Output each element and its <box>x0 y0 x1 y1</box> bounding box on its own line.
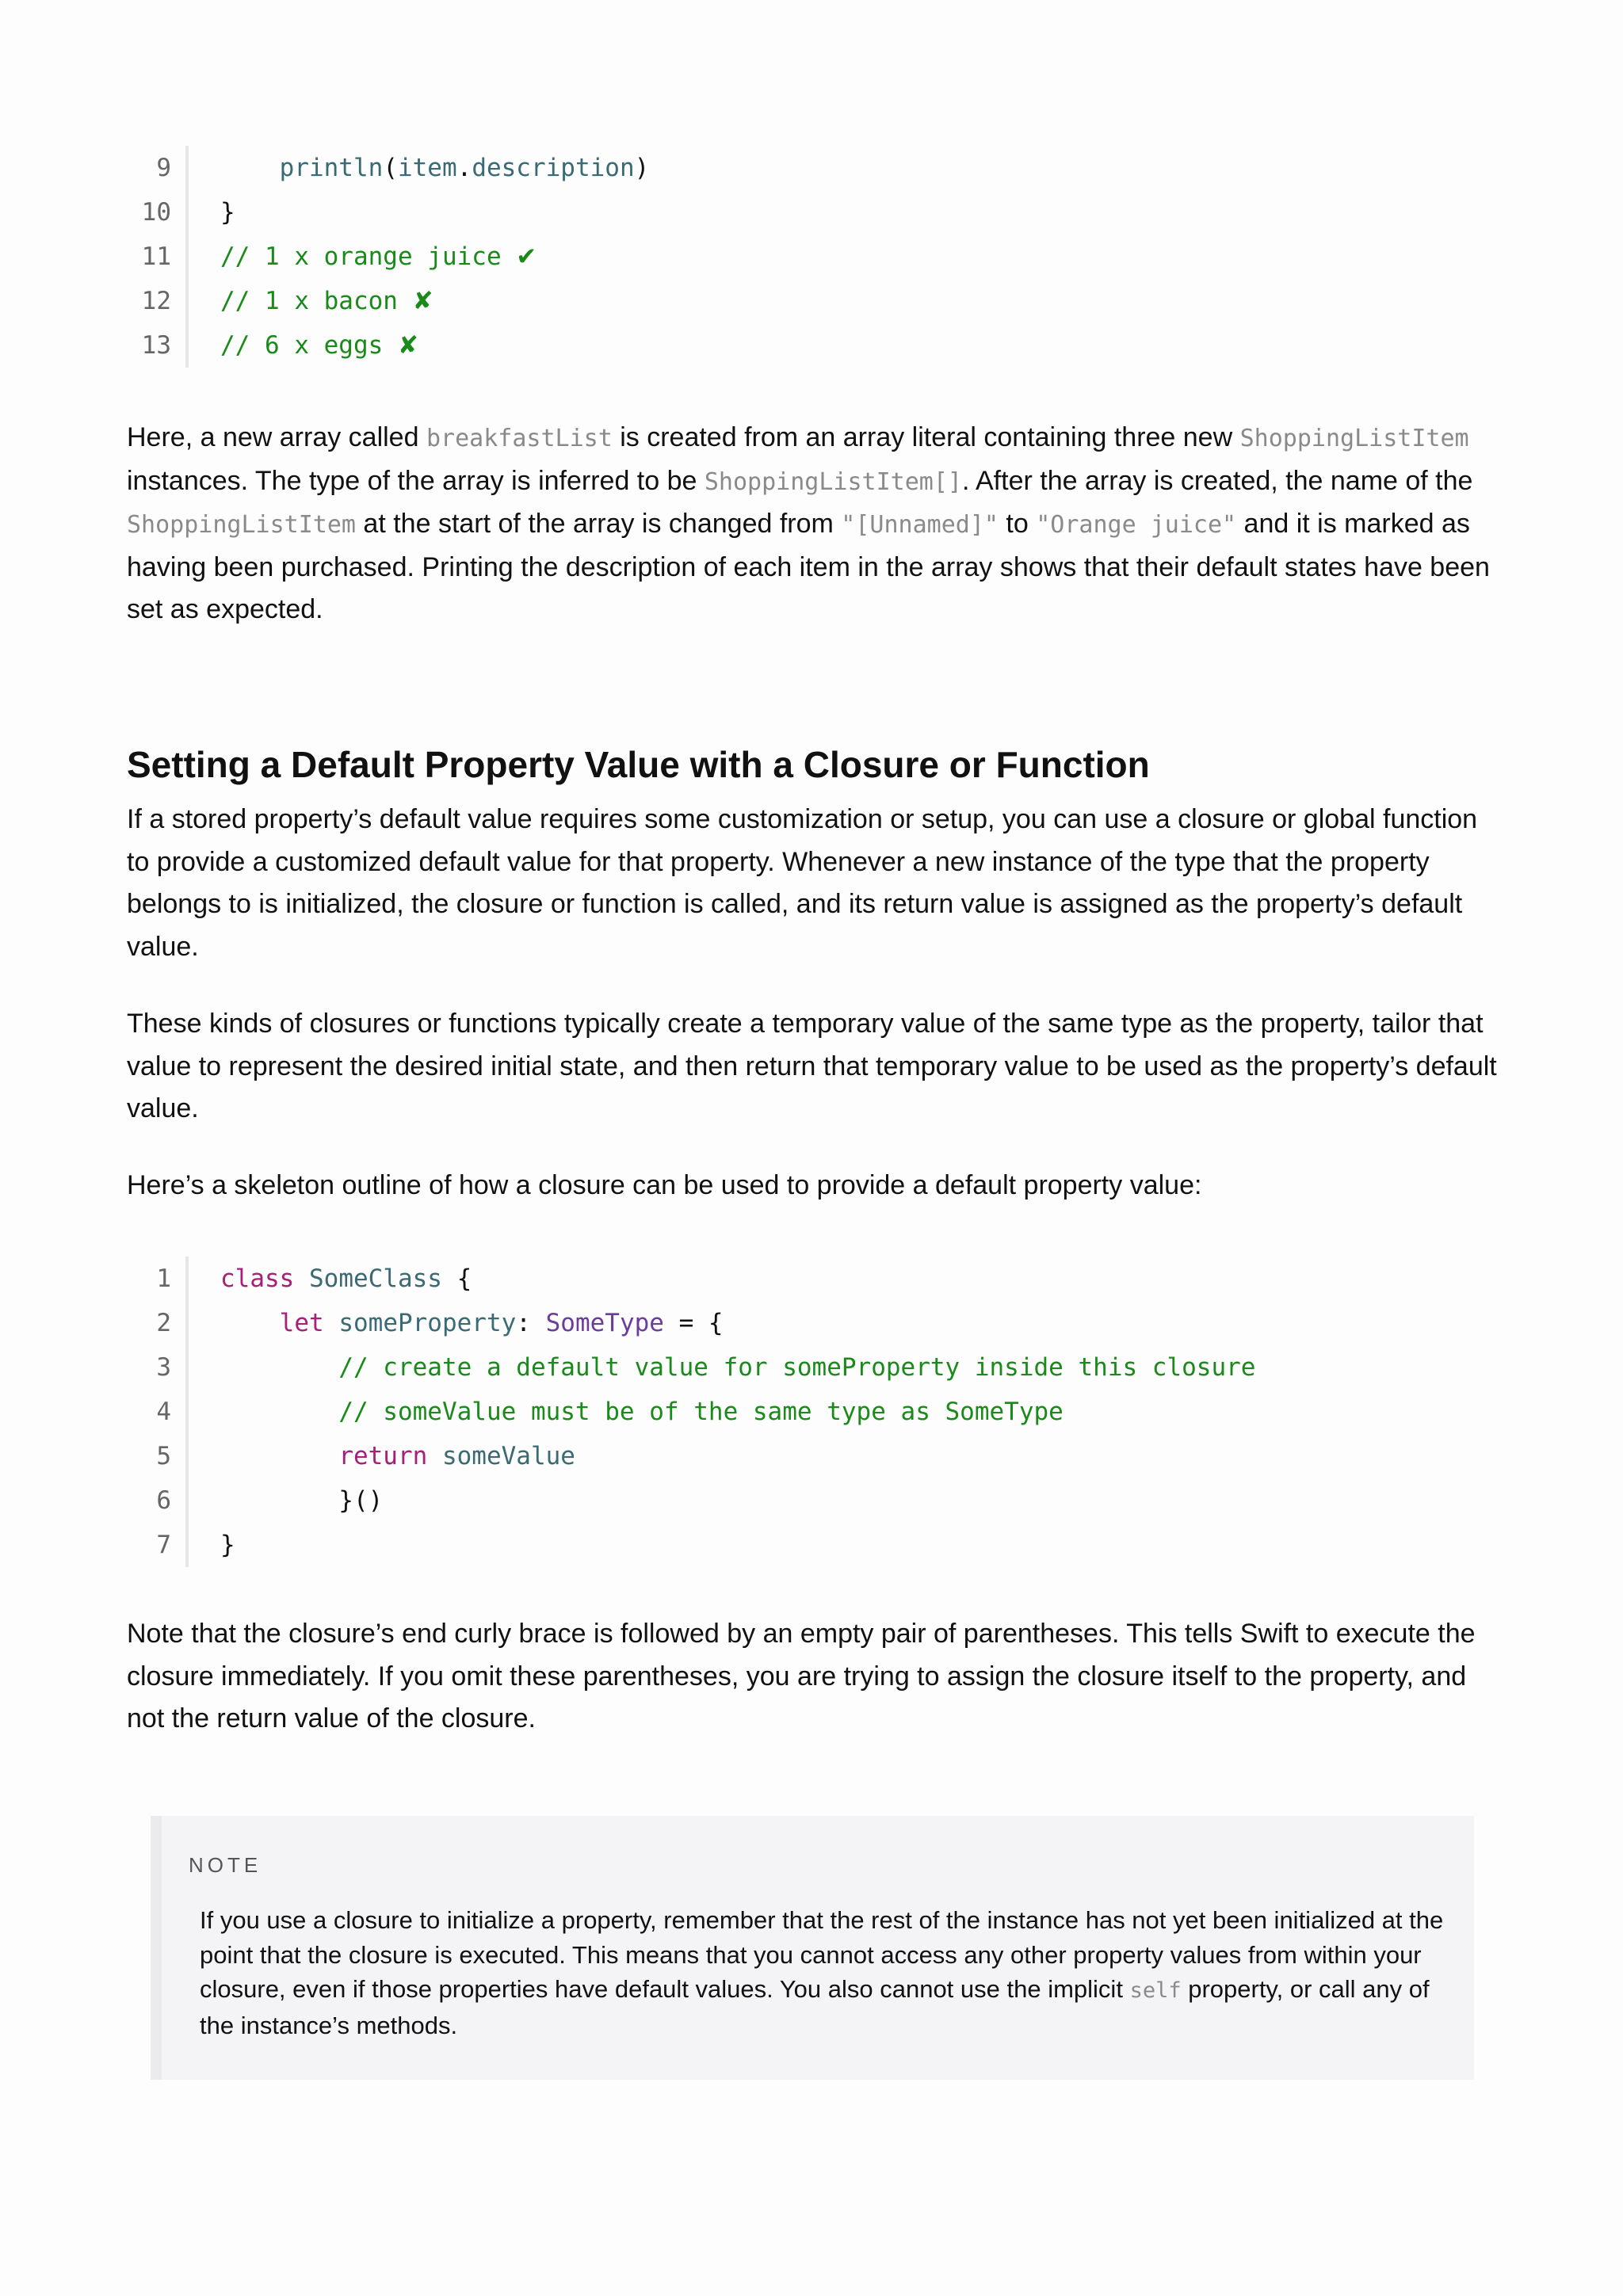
code-token: = { <box>663 1309 724 1337</box>
code-text <box>189 1301 724 1345</box>
code-token <box>427 1442 442 1470</box>
code-line <box>127 190 649 235</box>
inline-code: ShoppingListItem[] <box>704 467 962 496</box>
text-run: . After the array is created, the name of the <box>961 465 1473 496</box>
code-text <box>189 235 537 279</box>
code-token: } <box>220 1531 235 1559</box>
code-line <box>127 1301 1255 1345</box>
code-token: description <box>472 154 635 182</box>
inline-code: ShoppingListItem <box>127 511 356 539</box>
line-number: 7 <box>127 1523 189 1567</box>
paragraph-array-explanation <box>127 417 1498 631</box>
code-text <box>189 1345 1255 1390</box>
code-text <box>189 1390 1064 1434</box>
code-text <box>189 146 649 190</box>
paragraph-closure-intro: If a stored property’s default value requires some customization or setup, you can use a closure or global function to provide a customized default value for that property. Whenever a new instance of the type that the property belongs to is initialized, the closure or function is called, and its return value is assigned as the property’s default value. <box>127 804 1478 962</box>
code-line <box>127 1478 1255 1523</box>
code-line <box>127 1257 1255 1301</box>
note-title: NOTE <box>189 1853 262 1877</box>
code-token: ✘ <box>412 287 433 315</box>
note-body <box>200 1903 1452 2042</box>
code-token: ( <box>383 154 398 182</box>
section-heading: Setting a Default Property Value with a Closure or Function <box>127 744 1150 785</box>
text-run: If you use a closure to initialize a property, remember that the rest of the instance has not yet been initialized at the point that the closure is executed. This means that you cannot access any other property values from within your closure, even if those properties have default values. You also cannot use the implicit <box>200 1906 1444 2003</box>
text-run: to <box>998 509 1037 539</box>
code-text <box>189 1523 235 1567</box>
code-token: // 1 x bacon <box>220 287 413 315</box>
line-number: 5 <box>127 1434 189 1478</box>
text-run: Here, a new array called <box>127 422 426 452</box>
code-line <box>127 1434 1255 1478</box>
paragraph-closure-purpose: These kinds of closures or functions typically create a temporary value of the same type as the property, tailor that value to represent the desired initial state, and then return that temporary value to be used as the property’s default value. <box>127 1009 1497 1123</box>
code-line <box>127 1390 1255 1434</box>
code-token: // 6 x eggs <box>220 331 398 360</box>
code-line <box>127 1345 1255 1390</box>
code-line <box>127 146 649 190</box>
text-run: and it is marked as having been purchased. Printing the description of each item in the array shows that their default states have been set as expected. <box>127 509 1490 624</box>
paragraph-skeleton-intro: Here’s a skeleton outline of how a closure can be used to provide a default property value: <box>127 1170 1202 1200</box>
code-token <box>220 1398 338 1426</box>
code-block-1 <box>127 146 649 368</box>
inline-code: breakfastList <box>426 425 613 452</box>
code-token: someValue <box>441 1442 575 1470</box>
code-token: ✘ <box>397 331 418 360</box>
line-number: 12 <box>127 279 189 323</box>
line-number: 2 <box>127 1301 189 1345</box>
line-number: 6 <box>127 1478 189 1523</box>
code-token: // 1 x orange juice <box>220 242 517 271</box>
code-token <box>220 1442 338 1470</box>
code-token <box>220 154 280 182</box>
code-text <box>189 190 235 235</box>
code-line <box>127 1523 1255 1567</box>
code-token: { <box>441 1264 472 1293</box>
line-number: 4 <box>127 1390 189 1434</box>
code-token: ) <box>634 154 650 182</box>
code-line <box>127 235 649 279</box>
code-token: return <box>338 1442 428 1470</box>
code-token: // someValue must be of the same type as SomeType <box>338 1398 1064 1426</box>
line-number: 13 <box>127 323 189 368</box>
code-token <box>220 1309 280 1337</box>
inline-code: self <box>1129 1978 1182 2003</box>
text-run: is created from an array literal containing three new <box>612 422 1240 452</box>
text-run: at the start of the array is changed from <box>355 509 842 539</box>
code-token: let <box>279 1309 324 1337</box>
line-number: 3 <box>127 1345 189 1390</box>
code-text <box>189 1478 383 1523</box>
code-block-2 <box>127 1257 1255 1567</box>
inline-code: "Orange juice" <box>1036 511 1237 539</box>
line-number: 9 <box>127 146 189 190</box>
code-token: someProperty <box>338 1309 517 1337</box>
code-token: }() <box>220 1486 384 1515</box>
line-number: 11 <box>127 235 189 279</box>
code-token <box>294 1264 309 1293</box>
code-token <box>220 1353 338 1382</box>
code-token: class <box>220 1264 295 1293</box>
line-number: 1 <box>127 1257 189 1301</box>
code-token: println <box>279 154 384 182</box>
code-text <box>189 279 433 323</box>
code-line <box>127 323 649 368</box>
code-text <box>189 1434 575 1478</box>
inline-code: "[Unnamed]" <box>841 511 999 539</box>
code-token: SomeType <box>545 1309 664 1337</box>
code-text <box>189 323 418 368</box>
line-number: 10 <box>127 190 189 235</box>
code-token: } <box>220 198 235 227</box>
text-run: property, or call any of the instance’s methods. <box>200 1975 1430 2039</box>
code-token: . <box>456 154 472 182</box>
text-run: instances. The type of the array is inferred to be <box>127 465 705 496</box>
code-token: // create a default value for someProperty inside this closure <box>338 1353 1256 1382</box>
code-line <box>127 279 649 323</box>
code-token: SomeClass <box>309 1264 442 1293</box>
code-token <box>324 1309 339 1337</box>
code-token: : <box>516 1309 546 1337</box>
inline-code: ShoppingListItem <box>1239 425 1469 452</box>
code-token: ✔ <box>516 242 537 271</box>
code-token: item <box>397 154 457 182</box>
code-text <box>189 1257 472 1301</box>
paragraph-parentheses-note: Note that the closure’s end curly brace is followed by an empty pair of parentheses. This tells Swift to execute the closure immediately. If you omit these parentheses, you are trying to assign the closure itself to the property, and not the return value of the closure. <box>127 1619 1476 1733</box>
